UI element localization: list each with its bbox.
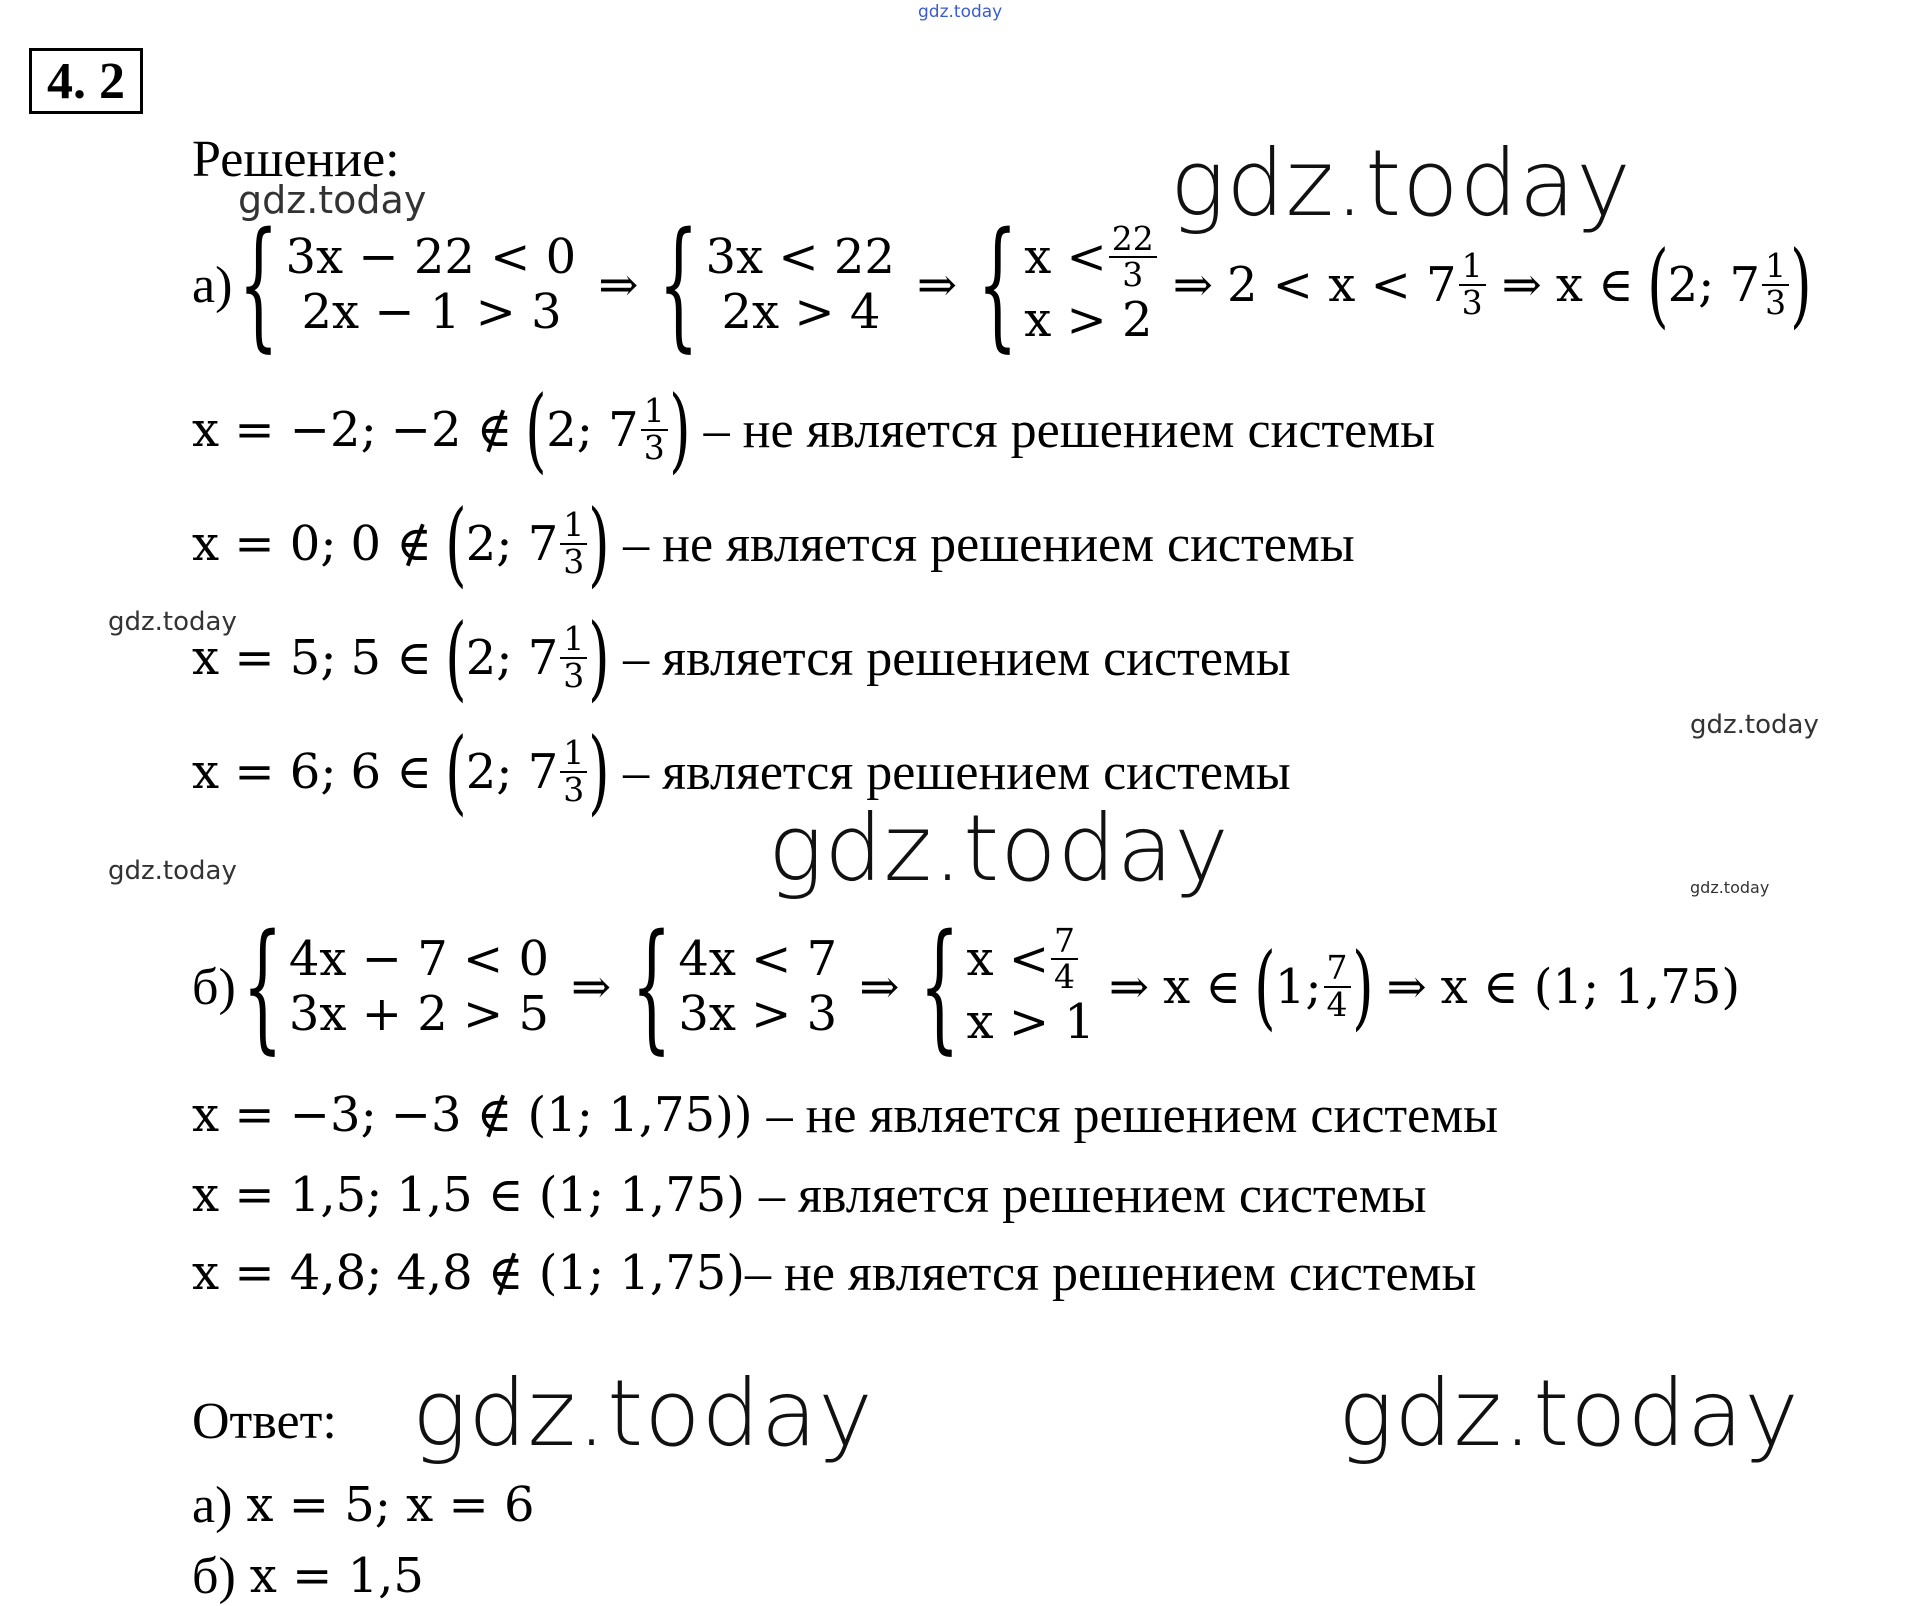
fraction: $\frac{1}{3}$ xyxy=(560,736,587,807)
paren-left: ( xyxy=(445,490,467,597)
check-line xyxy=(192,1238,1476,1308)
watermark-large: gdz.today xyxy=(1170,130,1632,237)
check-lhs: x = 4,8; xyxy=(192,1245,383,1301)
check-line xyxy=(192,604,1291,711)
interval: 2; 7 xyxy=(465,744,559,800)
fraction: $\frac{7}{4}$ xyxy=(1324,951,1351,1022)
check-stmt: 0 ∉ xyxy=(350,516,432,572)
part-b-system-1 xyxy=(236,905,550,1068)
check-line xyxy=(192,376,1436,483)
paren-left: ( xyxy=(445,604,467,711)
check-lhs: x = −3; xyxy=(192,1087,377,1143)
part-a-system-3 xyxy=(971,203,1159,366)
membership: x ∈ xyxy=(1163,959,1241,1015)
part-b-system-chain xyxy=(192,905,1741,1068)
interval: 1; xyxy=(1274,959,1322,1015)
solution-label: Решение: xyxy=(192,131,400,188)
watermark-large: gdz.today xyxy=(1338,1360,1800,1467)
check-stmt: 4,8 ∉ (1; 1,75) xyxy=(396,1245,745,1301)
interval: 2; 7 xyxy=(546,402,639,458)
system-row: 2x > 4 xyxy=(721,284,881,340)
check-line xyxy=(192,1160,1427,1230)
system-row: 4x − 7 < 0 xyxy=(288,930,550,987)
check-line xyxy=(192,718,1291,825)
system-row: x < xyxy=(1024,228,1107,285)
system-row: x > 2 xyxy=(1024,292,1153,349)
system-row: 3x > 3 xyxy=(678,986,838,1042)
interval: 2; 7 xyxy=(465,516,559,572)
part-a-system-1 xyxy=(232,203,577,366)
check-stmt: −2 ∉ xyxy=(390,402,513,458)
check-text: – не является решением системы xyxy=(745,1244,1477,1302)
check-lhs: x = −2; xyxy=(192,402,377,458)
check-text: – не является решением системы xyxy=(766,1086,1499,1144)
check-stmt: 5 ∈ xyxy=(350,630,432,686)
part-b-system-3 xyxy=(913,905,1095,1068)
paren-right: ) xyxy=(588,604,610,711)
brace: { xyxy=(242,905,283,1068)
answer-b-label: б) xyxy=(192,1547,236,1605)
inequality-chain: 2 < x < 7 xyxy=(1226,257,1457,313)
answer-label: Ответ: xyxy=(192,1393,337,1450)
paren-right: ) xyxy=(1351,933,1374,1040)
watermark-large: gdz.today xyxy=(768,795,1230,902)
task-number: 4. 2 xyxy=(29,48,143,114)
check-stmt: −3 ∉ (1; 1,75)) xyxy=(390,1087,753,1143)
check-line xyxy=(192,1080,1498,1150)
check-lhs: x = 5; xyxy=(192,630,337,686)
fraction: $\frac{1}{3}$ xyxy=(560,508,587,579)
system-row: 4x < 7 xyxy=(678,930,838,987)
implies-symbol: ⇒ xyxy=(1386,959,1427,1015)
check-lhs: x = 1,5; xyxy=(192,1167,383,1223)
implies-symbol: ⇒ xyxy=(571,959,612,1015)
paren-right: ) xyxy=(588,718,610,825)
implies-symbol: ⇒ xyxy=(859,959,900,1015)
brace: { xyxy=(658,203,699,366)
system-row: 2x − 1 > 3 xyxy=(301,284,562,340)
interval: 2; 7 xyxy=(1667,257,1761,313)
paren-left: ( xyxy=(525,376,548,483)
fraction: $\frac{1}{3}$ xyxy=(1459,249,1486,320)
part-a-label: а) xyxy=(192,256,233,314)
watermark-small: gdz.today xyxy=(1690,710,1819,740)
interval: 2; 7 xyxy=(465,630,559,686)
brace: { xyxy=(977,203,1018,366)
part-a-system-chain xyxy=(192,203,1812,366)
check-lhs: x = 0; xyxy=(192,516,337,572)
watermark-large: gdz.today xyxy=(412,1360,874,1467)
implies-symbol: ⇒ xyxy=(1501,257,1542,313)
part-b-label: б) xyxy=(192,958,236,1016)
system-row: x < xyxy=(966,930,1050,987)
paren-right: ) xyxy=(668,376,691,483)
implies-symbol: ⇒ xyxy=(598,257,639,313)
system-row: 3x − 22 < 0 xyxy=(285,228,577,285)
check-text: – является решением системы xyxy=(623,629,1291,687)
membership-result: x ∈ (1; 1,75) xyxy=(1440,959,1741,1015)
membership: x ∈ xyxy=(1555,257,1634,313)
watermark-tiny: gdz.today xyxy=(1690,878,1770,897)
watermark-top: gdz.today xyxy=(918,2,1003,22)
system-row: 3x < 22 xyxy=(705,228,895,285)
answer-b-text: x = 1,5 xyxy=(249,1548,424,1604)
system-row: x > 1 xyxy=(966,994,1095,1051)
paren-right: ) xyxy=(588,490,610,597)
brace: { xyxy=(238,203,279,366)
fraction: $\frac{1}{3}$ xyxy=(560,622,587,693)
paren-left: ( xyxy=(1254,933,1276,1040)
paren-left: ( xyxy=(445,718,467,825)
check-line xyxy=(192,490,1355,597)
check-stmt: 1,5 ∈ (1; 1,75) xyxy=(396,1167,745,1223)
watermark-medium: gdz.today xyxy=(238,178,427,222)
fraction: $\frac{22}{3}$ xyxy=(1109,222,1157,293)
check-text: – не является решением системы xyxy=(623,515,1355,573)
implies-symbol: ⇒ xyxy=(1108,959,1150,1015)
watermark-small: gdz.today xyxy=(108,607,237,637)
fraction: $\frac{1}{3}$ xyxy=(1762,249,1789,320)
answer-a-label: а) xyxy=(192,1476,233,1534)
answer-a xyxy=(192,1470,535,1540)
fraction: $\frac{7}{4}$ xyxy=(1051,924,1078,995)
brace: { xyxy=(631,905,672,1068)
check-lhs: x = 6; xyxy=(192,744,337,800)
check-text: – является решением системы xyxy=(759,1166,1427,1224)
part-a-system-2 xyxy=(652,203,895,366)
answer-a-text: x = 5; x = 6 xyxy=(246,1477,535,1533)
implies-symbol: ⇒ xyxy=(916,257,958,313)
part-b-system-2 xyxy=(625,905,838,1068)
watermark-small: gdz.today xyxy=(108,856,237,886)
paren-left: ( xyxy=(1646,231,1669,338)
check-text: – не является решением системы xyxy=(703,401,1436,459)
brace: { xyxy=(919,905,961,1068)
fraction: $\frac{1}{3}$ xyxy=(641,394,668,465)
answer-b xyxy=(192,1546,424,1606)
implies-symbol: ⇒ xyxy=(1172,257,1213,313)
system-row: 3x + 2 > 5 xyxy=(288,986,550,1042)
check-stmt: 6 ∈ xyxy=(350,744,432,800)
paren-right: ) xyxy=(1790,231,1812,338)
check-text: – является решением системы xyxy=(623,743,1291,801)
